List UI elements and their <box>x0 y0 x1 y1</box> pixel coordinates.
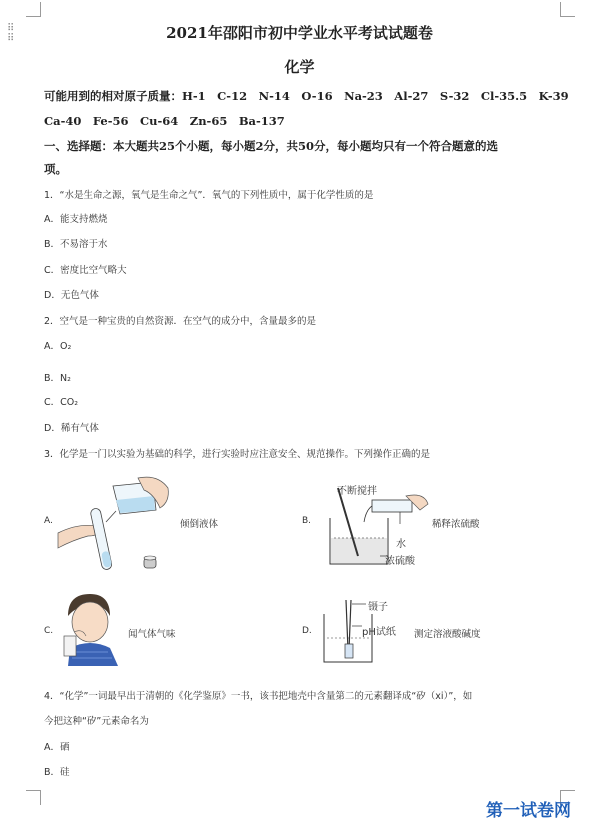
q3-option-b-caption: 稀释浓硫酸 <box>432 519 480 530</box>
q1-option-a: A．能支持燃烧 <box>44 214 108 225</box>
q2-option-c: C．CO₂ <box>44 397 79 408</box>
tweezers-label: 镊子 <box>368 602 388 613</box>
q3-option-d-caption: 测定溶液酸碱度 <box>414 629 481 640</box>
subject-title: 化学 <box>284 58 315 76</box>
atomic-mass-line-1: 可能用到的相对原子质量：H-1 C-12 N-14 O-16 Na-23 Al-27 S-32 Cl-35.5 K-39 <box>44 89 569 103</box>
section-heading-line-1: 一、选择题：本大题共25个小题，每小题2分，共50分，每小题均只有一个符合题意的选 <box>44 139 499 153</box>
q2-option-b: B．N₂ <box>44 373 71 384</box>
q2-option-d: D．稀有气体 <box>44 423 99 434</box>
question-1-stem: 1．“水是生命之源，氧气是生命之气”．氧气的下列性质中，属于化学性质的是 <box>44 190 374 201</box>
q3-option-a-caption: 倾倒液体 <box>180 519 219 530</box>
section-heading-line-2: 项。 <box>44 162 67 176</box>
question-3-stem: 3．化学是一门以实验为基础的科学，进行实验时应注意安全、规范操作。下列操作正确的是 <box>44 449 431 460</box>
q2-option-a: A．O₂ <box>44 341 72 352</box>
stir-label: 不断搅拌 <box>337 486 377 497</box>
smell-gas-illustration <box>60 592 126 666</box>
water-label: 水 <box>396 539 406 550</box>
page-corner-mark <box>26 790 41 805</box>
question-4-stem-line-1: 4．“化学”一词最早出于清朝的《化学鉴原》一书，该书把地壳中含量第二的元素翻译成“矽（xi）”，如 <box>44 691 473 702</box>
drag-handle-icon[interactable]: ⠿ ⠿ <box>7 23 16 44</box>
ph-paper-label: pH试纸 <box>362 627 396 638</box>
q1-option-b: B．不易溶于水 <box>44 239 108 250</box>
atomic-mass-line-2: Ca-40 Fe-56 Cu-64 Zn-65 Ba-137 <box>44 114 285 128</box>
question-4-stem-line-2: 今把这种“矽”元素命名为 <box>44 716 149 727</box>
pour-liquid-illustration <box>58 478 178 578</box>
q1-option-c: C．密度比空气略大 <box>44 265 127 276</box>
q3-option-c-letter: C. <box>44 626 54 636</box>
q4-option-a: A．硒 <box>44 742 70 753</box>
page-corner-mark <box>26 2 41 17</box>
exam-title: 2021年邵阳市初中学业水平考试试题卷 <box>166 24 433 42</box>
page-corner-mark <box>560 2 575 17</box>
q1-option-d: D．无色气体 <box>44 290 99 301</box>
q3-option-b-letter: B. <box>302 516 312 526</box>
q3-option-d-letter: D. <box>302 626 312 636</box>
q3-option-a-letter: A. <box>44 516 53 526</box>
site-watermark: 第一试卷网 <box>486 801 571 821</box>
conc-acid-label: 浓硫酸 <box>385 556 415 567</box>
q3-option-c-caption: 闻气体气味 <box>128 629 176 640</box>
question-2-stem: 2．空气是一种宝贵的自然资源．在空气的成分中，含量最多的是 <box>44 316 317 327</box>
q4-option-b: B．硅 <box>44 767 70 778</box>
